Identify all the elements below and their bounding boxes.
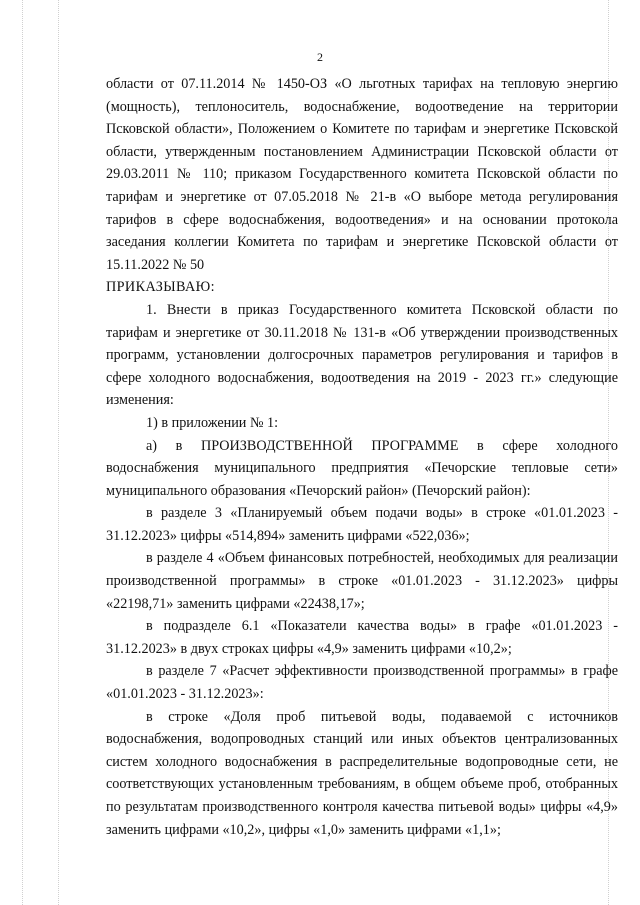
paragraph-section-7: в разделе 7 «Расчет эффективности производственной программы» в графе «01.01.2023 - 31.12.2023»: (106, 663, 618, 703)
scan-streak (22, 0, 24, 905)
paragraph-subitem-1: 1) в приложении № 1: (146, 414, 279, 431)
page-number: 2 (317, 50, 323, 64)
paragraph-order-heading: ПРИКАЗЫВАЮ: (106, 279, 215, 296)
document-body (106, 73, 618, 841)
paragraph-section-4: в разделе 4 «Объем финансовых потребностей, необходимых для реализации производственной программы» в строке «01.01.2023 - 31.12.2023» цифры «22198,71» заменить цифрами «22438,17»; (106, 550, 618, 612)
paragraph-subitem-a: а) в ПРОИЗВОДСТВЕННОЙ ПРОГРАММЕ в сфере холодного водоснабжения муниципального предприятия «Печорские тепловые сети» муниципального образования «Печорский район» (Печорский район): (106, 437, 618, 499)
scan-streak (58, 0, 60, 905)
paragraph-row-share: в строке «Доля проб питьевой воды, подаваемой с источников водоснабжения, водопроводных станций или иных объектов централизованных систем холодного водоснабжения в распределительные водопроводные сети, не соответствующих установленным требованиям, в общем объеме проб, отобранных по результатам производственного контроля качества питьевой воды» цифры «4,9» заменить цифрами «10,2», цифры «1,0» заменить цифрами «1,1»; (106, 708, 618, 838)
paragraph-item-1: 1. Внести в приказ Государственного комитета Псковской области по тарифам и энергетике от 30.11.2018 № 131-в «Об утверждении производственных программ, установлении долгосрочных параметров регулирования и тарифов в сфере холодного водоснабжения, водоотведения на 2019 - 2023 гг.» следующие изменения: (106, 301, 618, 409)
paragraph-subsection-6-1: в подразделе 6.1 «Показатели качества воды» в графе «01.01.2023 - 31.12.2023» в двух строках цифры «4,9» заменить цифрами «10,2»; (106, 618, 618, 657)
paragraph-section-3: в разделе 3 «Планируемый объем подачи воды» в строке «01.01.2023 - 31.12.2023» цифры «514,894» заменить цифрами «522,036»; (106, 505, 618, 544)
paragraph-legal-basis: области от 07.11.2014 № 1450-ОЗ «О льготных тарифах на тепловую энергию (мощность), теплоноситель, водоснабжение, водоотведение на территории Псковской области», Положением о Комитете по тарифам и энергетике Псковской области, утвержденным постановлением Администрации Псковской области от 29.03.2011 № 110; приказом Государственного комитета Псковской области по тарифам и энергетике от 07.05.2018 № 21-в «О выборе метода регулирования тарифов в сфере водоснабжения, водоотведения» и на основании протокола заседания коллегии Комитета по тарифам и энергетике Псковской области от 15.11.2022 № 50 (106, 76, 618, 273)
